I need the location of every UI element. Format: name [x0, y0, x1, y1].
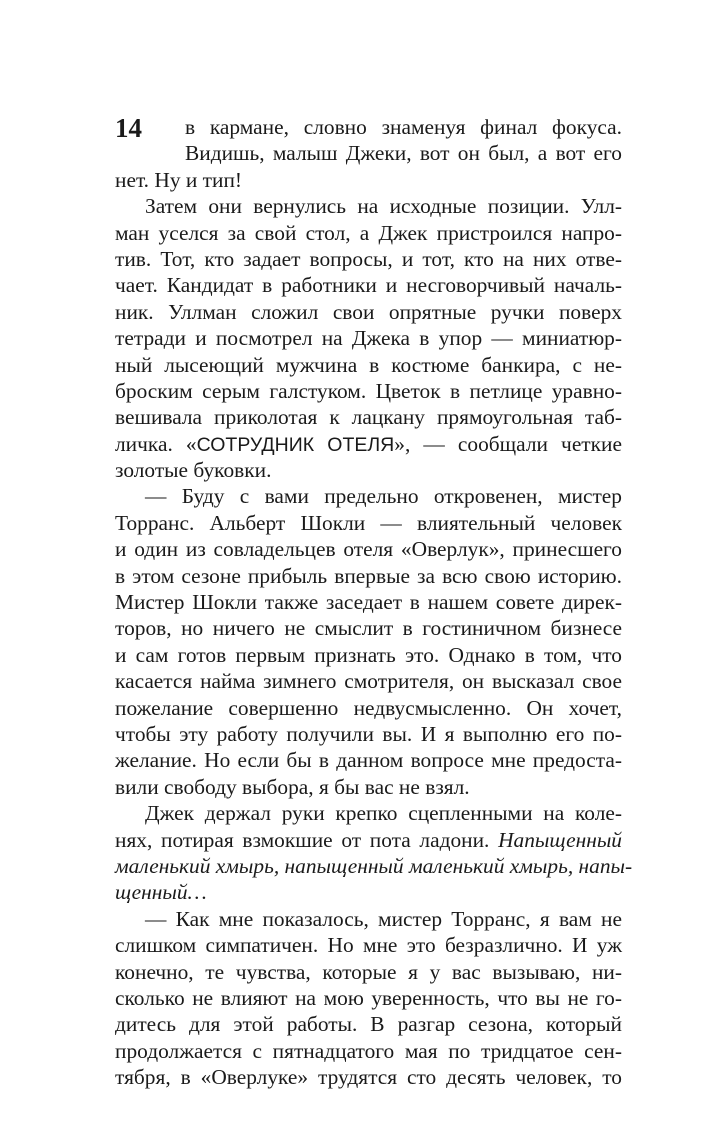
- text-line: чает. Кандидат в работники и несговорчивый началь-: [115, 273, 622, 298]
- text-line: слишком симпатичен. Но мне это безразлично. И уж: [115, 933, 622, 958]
- text-span: », — сообщали четкие: [394, 431, 622, 456]
- italic-thought: маленький хмырь, напыщенный маленький хмырь, напы-: [115, 853, 633, 878]
- text-span: нях, потирая взмокшие от пота ладони.: [115, 827, 499, 852]
- text-line: дитесь для этой работы. В разгар сезона, который: [115, 1012, 622, 1037]
- text-line: в кармане, словно знаменуя финал фокуса.: [185, 115, 622, 139]
- text-line: касается найма зимнего смотрителя, он высказал свое: [115, 669, 622, 694]
- text-line: и сам готов первым признать это. Однако в том, что: [115, 642, 622, 667]
- page-number: 14: [115, 113, 142, 143]
- paragraph-first-line: — Буду с вами предельно откровенен, мистер: [145, 484, 622, 509]
- italic-thought-line: [115, 853, 633, 879]
- italic-thought: Напыщенный: [498, 827, 622, 852]
- text-span: личка. «: [115, 431, 197, 456]
- text-line: тив. Тот, кто задает вопросы, и тот, кто на них отве-: [115, 246, 622, 271]
- text-line: ный лысеющий мужчина в костюме банкира, с не-: [115, 352, 622, 377]
- text-line: броским серым галстуком. Цветок в петлице уравно-: [115, 378, 622, 403]
- text-line: конечно, те чувства, которые я у вас вызываю, ни-: [115, 959, 622, 984]
- text-line: Торранс. Альберт Шокли — влиятельный человек: [115, 510, 622, 535]
- text-line: и один из совладельцев отеля «Оверлук», принесшего: [115, 537, 622, 562]
- text-line: ник. Уллман сложил свои опрятные ручки поверх: [115, 299, 622, 324]
- text-line: вешивала приколотая к лацкану прямоугольная таб-: [115, 405, 622, 430]
- paragraph-first-line: Затем они вернулись на исходные позиции. Улл-: [145, 194, 622, 219]
- text-line: торов, но ничего не смыслит в гостиничном бизнесе: [115, 616, 622, 641]
- text-line: чтобы эту работу получили вы. И я выполню его по-: [115, 721, 622, 746]
- text-line: Мистер Шокли также заседает в нашем совете дирек-: [115, 590, 622, 615]
- text-line-italic-start: [115, 827, 622, 853]
- text-line: пожелание совершенно недвусмысленно. Он хочет,: [115, 695, 622, 720]
- paragraph-first-line: Джек держал руки крепко сцепленными на коле-: [145, 801, 622, 826]
- text-line-badge: [115, 431, 622, 457]
- text-line: нет. Ну и тип!: [115, 167, 243, 192]
- text-line: Видишь, малыш Джеки, вот он был, а вот его: [185, 141, 622, 166]
- text-line: тября, в «Оверлуке» трудятся сто десять человек, то: [115, 1065, 622, 1090]
- body-text: [115, 114, 633, 1090]
- italic-thought: щенный…: [115, 880, 207, 905]
- text-line: желание. Но если бы в данном вопросе мне предоста-: [115, 748, 622, 773]
- text-line: золотые буковки.: [115, 458, 272, 483]
- text-line: тетради и посмотрел на Джека в упор — миниатюр-: [115, 326, 622, 351]
- text-line: вили свободу выбора, я бы вас не взял.: [115, 774, 470, 799]
- text-line: сколько не влияют на мою уверенность, что вы не го-: [115, 985, 622, 1010]
- badge-text: СОТРУДНИК ОТЕЛЯ: [196, 433, 395, 456]
- text-line: ман уселся за свой стол, а Джек пристроился напро-: [115, 220, 622, 245]
- italic-thought-line: [115, 879, 622, 905]
- paragraph-first-line: — Как мне показалось, мистер Торранс, я вам не: [145, 906, 622, 931]
- text-line: в этом сезоне прибыль впервые за всю свою историю.: [115, 563, 622, 588]
- text-line: продолжается с пятнадцатого мая по тридцатое сен-: [115, 1038, 622, 1063]
